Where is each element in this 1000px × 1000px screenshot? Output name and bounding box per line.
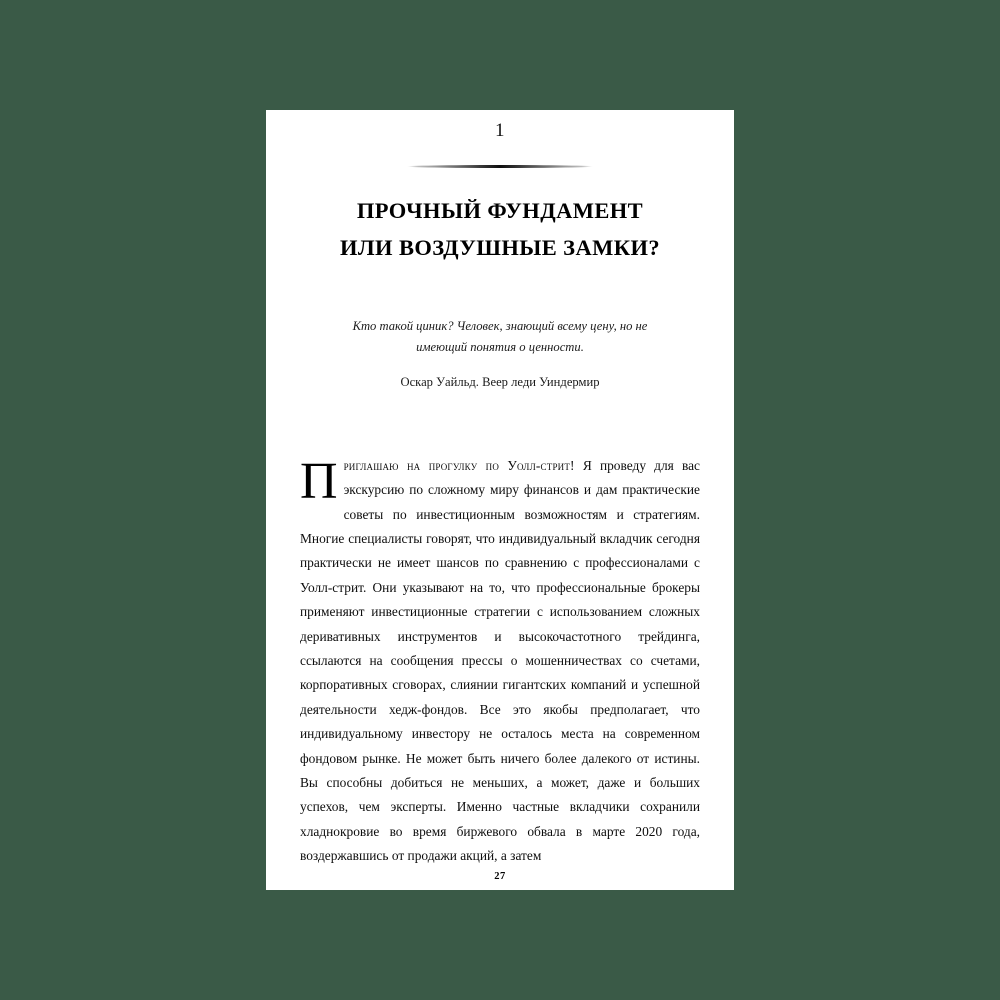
book-page bbox=[266, 110, 734, 890]
chapter-title-line-2: ИЛИ ВОЗДУШНЫЕ ЗАМКИ? bbox=[339, 235, 661, 261]
chapter-title-line-1: ПРОЧНЫЙ ФУНДАМЕНТ bbox=[356, 198, 644, 223]
ornamental-divider bbox=[407, 163, 593, 170]
chapter-number: 1 bbox=[495, 120, 505, 141]
body-paragraph bbox=[300, 454, 700, 869]
opening-smallcaps: риглашаю на прогулку по Уолл-стрит! bbox=[343, 457, 575, 473]
body-text-run: Я проведу для вас экскурсию по сложному миру финансов и дам практические советы по инвестиционным возможностям и стратегиям. Многие специалисты говорят, что индивидуальный вкладчик сегодня практически не имеет шансов по сравнению с профессионалами с Уолл-стрит. Они указывают на то, что профессиональные брокеры применяют инвестиционные стратегии с использованием сложных деривативных инструментов и высокочастотного трейдинга, ссылаются на сообщения прессы о мошенничествах со счетами, корпоративных сговорах, слиянии гигантских компаний и успешной деятельности хедж-фондов. Все это якобы предполагает, что индивидуальному инвестору не осталось места на современном фондовом рынке. Не может быть ничего более далекого от истины. Вы способны добиться не меньших, а может, даже и больших успехов, чем эксперты. Именно частные вкладчики сохранили хладнокровие во время биржевого обвала в марте 2020 года, воздержавшись от продажи акций, а затем bbox=[300, 457, 700, 864]
chapter-title bbox=[266, 192, 734, 266]
epigraph-text: Кто такой циник? Человек, знающий всему цену, но не имеющий понятия о ценности. bbox=[352, 319, 648, 354]
page-number: 27 bbox=[494, 871, 506, 882]
drop-cap: П bbox=[300, 452, 338, 510]
page-content bbox=[266, 120, 734, 890]
epigraph-source: Оскар Уайльд. Веер леди Уиндермир bbox=[400, 375, 600, 390]
